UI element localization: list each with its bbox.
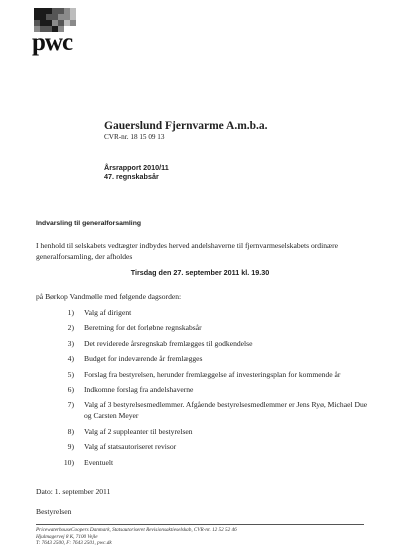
notice-intro: I henhold til selskabets vedtægter indbydes herved andelshaverne til fjernvarmeselskabets ordinære generalforsamling, der afholdes — [36, 241, 338, 261]
agenda-item-text: Valg af 3 bestyrelsesmedlemmer. Afgående bestyrelsesmedlemmer er Jens Ryø, Michael Due og Carsten Meyer — [84, 400, 368, 421]
agenda-item — [36, 353, 376, 364]
company-cvr: CVR-nr. 18 15 09 13 — [104, 133, 165, 141]
footer — [36, 527, 376, 547]
agenda-item — [36, 457, 376, 468]
logo-mosaic-tile — [70, 20, 76, 26]
agenda-item-text: Indkomne forslag fra andelshaverne — [84, 384, 194, 394]
notice-heading: Indvarsling til generalforsamling — [36, 220, 141, 227]
agenda-item-number: 4) — [67, 354, 74, 364]
agenda-item-number: 1) — [67, 308, 74, 317]
agenda-item-text: Budget for indeværende år fremlægges — [84, 354, 203, 364]
agenda-item-text: Valg af statsautoriseret revisor — [84, 442, 177, 452]
agenda-list — [36, 307, 376, 472]
meeting-date: Tirsdag den 27. september 2011 kl. 19.30 — [130, 268, 270, 277]
agenda-item-number: 7) — [67, 400, 74, 410]
agenda-item-number: 9) — [67, 442, 74, 452]
company-name: Gauerslund Fjernvarme A.m.b.a. — [104, 120, 268, 132]
fiscal-year: 47. regnskabsår — [104, 172, 159, 181]
footer-contact-line: T: 7643 2500, F: 7643 2501, pwc.dk — [36, 540, 112, 547]
agenda-item — [36, 441, 376, 452]
signature-board: Bestyrelsen — [36, 507, 72, 516]
pwc-logo — [30, 8, 90, 54]
agenda-item-number: 8) — [67, 426, 74, 436]
agenda-item — [36, 322, 376, 333]
agenda-item-text: Forslag fra bestyrelsen, herunder fremlæggelse af investeringsplan for kommende år — [84, 369, 341, 379]
agenda-item-text: Valg af 2 suppleanter til bestyrelsen — [84, 426, 193, 436]
agenda-item — [36, 307, 376, 318]
agenda-item — [36, 399, 376, 421]
agenda-item — [36, 369, 376, 380]
footer-company-line: PricewaterhouseCoopers Danmark, Statsautoriseret Revisionsaktieselskab, CVR-nr. 12 52 52 46 — [36, 527, 237, 533]
agenda-item — [36, 338, 376, 349]
agenda-item — [36, 426, 376, 437]
agenda-item-number: 10) — [63, 457, 74, 467]
footer-divider — [36, 524, 364, 525]
logo-wordmark: pwc — [32, 29, 73, 56]
agenda-item-text: Det reviderede årsregnskab fremlægges til godkendelse — [84, 338, 253, 348]
agenda-item-number: 2) — [67, 323, 74, 333]
agenda-item-text: Beretning for det forløbne regnskabsår — [84, 323, 202, 333]
document-date: Dato: 1. september 2011 — [36, 487, 111, 496]
agenda-item-text: Eventuelt — [84, 457, 114, 467]
footer-address-line: Hjulmagervej 8 K, 7100 Vejle — [36, 533, 98, 540]
meeting-location: på Børkop Vandmølle med følgende dagsorden: — [36, 292, 182, 301]
agenda-item-number: 3) — [67, 338, 74, 348]
agenda-item-number: 6) — [67, 384, 74, 394]
agenda-item-text: Valg af dirigent — [84, 308, 132, 317]
agenda-item-number: 5) — [67, 369, 74, 379]
report-title: Årsrapport 2010/11 — [104, 163, 169, 172]
agenda-item — [36, 384, 376, 395]
